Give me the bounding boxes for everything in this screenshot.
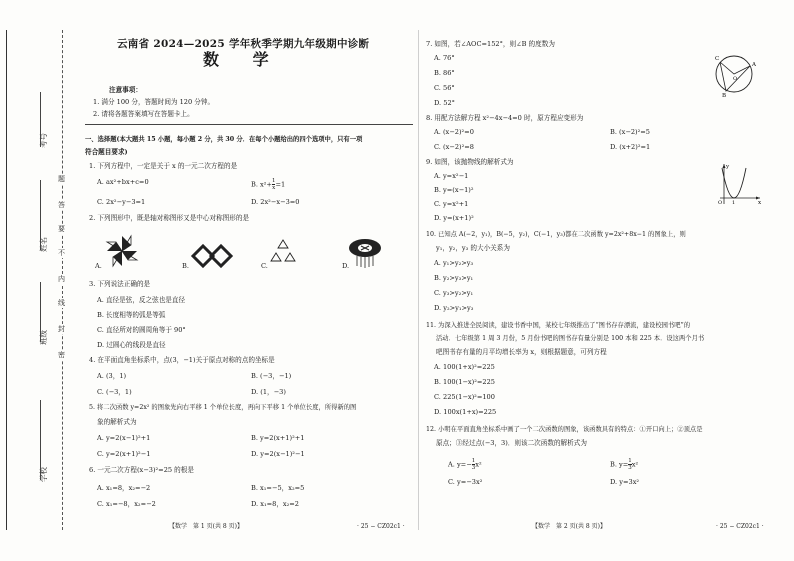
page-fold	[418, 30, 419, 530]
q12-option-c: C. y=−3x²	[448, 478, 483, 486]
parabola-figure	[710, 160, 764, 206]
page-code: · 25 − CZ02c1 ·	[357, 523, 405, 530]
q12-option-b: B. y= $\frac{1}{3}$ x²	[610, 458, 639, 471]
question-11-cont: 活动．七年级第 1 周 3 月份，5 月份书吧的图书存有量分别是 100 本和 225 本．设这两个月书	[436, 335, 705, 342]
q3-option-d: D. 过圆心的线段是直径	[97, 341, 166, 349]
triangles-figure	[268, 238, 298, 268]
lantern-figure	[347, 234, 383, 270]
page-code: · 25 − CZ02c1 ·	[716, 523, 764, 530]
question-8: 8. 用配方法解方程 x²−4x−4=0 时，原方程应变形为	[426, 114, 584, 122]
q5-option-c: C. y=2(x+1)²−1	[97, 450, 151, 458]
q5-option-b: B. y=2(x+1)²+1	[251, 434, 305, 442]
q5-option-a: A. y=2(x−1)²+1	[97, 434, 151, 442]
q4-option-d: D. (1，−3)	[251, 388, 286, 396]
seal-char: 题	[58, 175, 65, 183]
question-7: 7. 如图，若∠AOC=152°，则∠B 的度数为	[426, 40, 555, 48]
binding-line	[6, 30, 7, 530]
field-underline	[40, 282, 41, 342]
q11-option-a: A. 100(1+x)²=225	[434, 363, 495, 371]
chain-figure	[191, 244, 235, 268]
fig-origin: O	[718, 200, 723, 206]
q9-option-d: D. y=(x+1)²	[434, 214, 474, 222]
right-column	[424, 0, 774, 561]
seal-char: 密	[58, 351, 65, 359]
question-11: 11. 为深入推进全民阅读，建设书香中国，某校七年级推出了“图书存存漂流，建设校园书吧”的	[426, 322, 691, 329]
question-9: 9. 如图，该抛物线的解析式为	[426, 158, 514, 166]
notice-item: 2. 请将各题答案填写在答题卡上。	[93, 110, 194, 118]
notice-item: 1. 满分 100 分，答题时间为 120 分钟。	[93, 98, 215, 106]
fig-tick-one: 1	[732, 200, 736, 206]
q2-label-b: B.	[182, 262, 189, 270]
exam-title: 云南省 2024—2025 学年秋季学期九年级期中诊断	[117, 38, 370, 50]
q10-option-d: D. y₂>y₁>y₃	[434, 304, 474, 312]
q1-option-d: D. 2x²−x−3=0	[251, 198, 300, 206]
question-11-cont2: 吧图书存有量的月平均增长率为 x，则根据题意，可列方程	[436, 348, 607, 356]
field-label-exam-number: 考号	[39, 133, 48, 148]
binding-margin	[0, 0, 70, 561]
fig-axis-y: y	[726, 164, 730, 170]
q12-option-a: A. y=− $\frac{1}{3}$ x²	[448, 458, 482, 471]
field-label-school: 学校	[39, 467, 48, 482]
q10-option-b: B. y₂>y₃>y₁	[434, 274, 474, 282]
seal-char: 答	[58, 201, 65, 209]
question-12: 12. 小明在平面直角坐标系中画了一个二次函数的图象，该函数具有的特点：①开口向上；②顶点是	[426, 426, 703, 433]
left-column	[85, 0, 413, 561]
question-5-cont: 象的解析式为	[97, 418, 137, 426]
q8-option-a: A. (x−2)²=0	[434, 128, 474, 136]
q6-option-c: C. x₁=−8，x₂=−2	[97, 500, 156, 508]
pinwheel-figure	[105, 234, 139, 268]
q11-option-b: B. 100(1−x)²=225	[434, 378, 495, 386]
q2-label-a: A.	[95, 262, 102, 270]
seal-char: 不	[58, 249, 65, 257]
section1-heading-cont: 符合题目要求)	[85, 148, 128, 156]
page-footer: 【数学 第 2 页(共 8 页)】	[532, 523, 606, 530]
q10-option-c: C. y₃>y₂>y₁	[434, 289, 474, 297]
field-underline	[40, 400, 41, 480]
question-3: 3. 下列说法正确的是	[89, 280, 151, 288]
q8-option-b: B. (x−2)²=5	[610, 128, 650, 136]
q6-option-d: D. x₁=8，x₂=2	[251, 500, 300, 508]
fig-label-a: A	[752, 62, 756, 68]
section1-heading: 一、选择题(本大题共 15 小题，每小题 2 分，共 30 分．在每个小题给出的四个选项中，只有一项	[85, 136, 363, 143]
q11-option-d: D. 100x(1+x)=225	[434, 408, 497, 416]
q11-option-c: C. 225(1−x)²=100	[434, 393, 495, 401]
divider	[85, 124, 413, 125]
q5-option-d: D. y=2(x−1)²−1	[251, 450, 305, 458]
q7-option-c: C. 56°	[434, 84, 455, 92]
notice-heading: 注意事项：	[109, 86, 142, 94]
question-10: 10. 已知点 A(−2，y₁)，B(−5，y₂)，C(−1，y₃)都在二次函数 y=2x²+8x−1 的图象上，则	[426, 231, 686, 238]
q4-option-c: C. (−3，1)	[97, 388, 132, 396]
seal-char: 要	[58, 225, 65, 233]
q12-option-d: D. y=3x²	[610, 478, 640, 486]
q2-label-c: C.	[261, 262, 268, 270]
q3-option-b: B. 长度相等的弧是等弧	[97, 311, 166, 319]
field-label-name: 姓名	[39, 237, 48, 252]
q9-option-c: C. y=x²+1	[434, 200, 469, 208]
q2-label-d: D.	[342, 262, 350, 270]
q3-option-a: A. 直径是弦，反之弦也是直径	[97, 296, 186, 304]
question-4: 4. 在平面直角坐标系中，点(3，−1)关于原点对称的点的坐标是	[89, 356, 275, 364]
question-12-cont: 原点；③经过点(−3，3)．则该二次函数的解析式为	[436, 439, 587, 447]
question-10-cont: y₁，y₂，y₃ 的大小关系为	[436, 244, 510, 252]
field-underline	[40, 92, 41, 147]
q1-option-b: B. x²+ $\frac{1}{x}$ =1	[251, 178, 286, 191]
seal-char: 封	[58, 325, 65, 333]
q8-option-d: D. (x+2)²=1	[610, 143, 651, 151]
q3-option-c: C. 直径所对的圆周角等于 90°	[97, 326, 186, 334]
page-footer: 【数学 第 1 页(共 8 页)】	[169, 523, 243, 530]
field-underline	[40, 180, 41, 250]
q7-option-b: B. 86°	[434, 69, 455, 77]
question-2: 2. 下列图形中，既是轴对称图形又是中心对称图形的是	[89, 214, 250, 222]
fig-axis-x: x	[758, 200, 762, 206]
seal-char: 线	[58, 299, 65, 307]
fig-label-o: O	[733, 76, 738, 82]
seal-char: 内	[58, 275, 65, 283]
q6-option-b: B. x₁=−5，x₂=5	[251, 484, 305, 492]
q7-option-a: A. 76°	[434, 54, 455, 62]
q8-option-c: C. (x−2)²=8	[434, 143, 474, 151]
fig-label-c: C	[715, 56, 720, 62]
q6-option-a: A. x₁=8，x₂=−2	[97, 484, 151, 492]
q1-option-c: C. 2x²−y−3=1	[97, 198, 146, 206]
question-1: 1. 下列方程中，一定是关于 x 的一元二次方程的是	[89, 162, 238, 170]
q4-option-b: B. (−3，−1)	[251, 372, 292, 380]
question-5: 5. 将二次函数 y=2x² 的图象先向右平移 1 个单位长度，再向下平移 1 个单位长度，所得新的图	[89, 404, 357, 411]
subject-title: 数 学	[203, 50, 283, 69]
question-6: 6. 一元二次方程(x−3)²=25 的根是	[89, 466, 194, 474]
circle-figure	[710, 52, 762, 99]
q1-option-a: A. ax²+bx+c=0	[97, 178, 149, 186]
q9-option-a: A. y=x²−1	[434, 172, 469, 180]
q9-option-b: B. y=(x−1)²	[434, 186, 474, 194]
q7-option-d: D. 52°	[434, 99, 455, 107]
q10-option-a: A. y₁>y₂>y₃	[434, 259, 474, 267]
q4-option-a: A. (3，1)	[97, 372, 127, 380]
field-label-class: 班级	[39, 330, 48, 345]
fig-label-b: B	[722, 93, 727, 99]
